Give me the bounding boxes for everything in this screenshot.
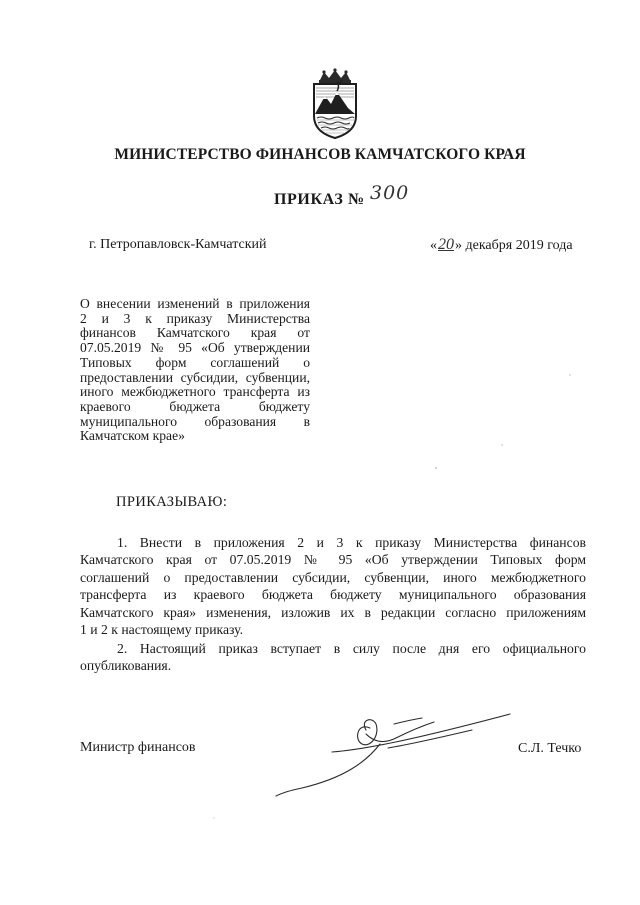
subject-line: 2 и 3 к приказу Министерства <box>80 310 310 326</box>
signatory-title: Министр финансов <box>80 740 196 755</box>
body-line: опубликования. <box>80 658 172 674</box>
order-number: 300 <box>370 182 410 204</box>
city: г. Петропавловск-Камчатский <box>89 237 267 252</box>
body-line: 1. Внести в приложения 2 и 3 к приказу Министерства финансов <box>117 535 586 550</box>
date-close-quote: » <box>455 238 462 253</box>
ministry-name: МИНИСТЕРСТВО ФИНАНСОВ КАМЧАТСКОГО КРАЯ <box>114 146 526 163</box>
subject-line: предоставлении субсидии, субвенции, <box>80 369 310 385</box>
subject-line: Камчатском крае» <box>80 428 185 444</box>
body-line: Камчатского края от 07.05.2019 № 95 «Об утверждении Типовых форм <box>80 552 586 568</box>
order-title: ПРИКАЗ № <box>274 191 365 208</box>
subject-line: 07.05.2019 № 95 «Об утверждении <box>80 340 310 356</box>
body-line: 1 и 2 к настоящему приказу. <box>80 622 244 638</box>
subject-line: муниципального образования в <box>80 413 310 429</box>
body-line: трансферта из краевого бюджета бюджету муниципального образования <box>80 587 586 603</box>
subject-line: иного межбюджетного трансферта из <box>80 384 310 400</box>
body-line: 2. Настоящий приказ вступает в силу после дня его официального <box>117 641 586 656</box>
subject-line: О внесении изменений в приложения <box>80 296 310 311</box>
subject-line: финансов Камчатского края от <box>80 325 310 341</box>
body-line: соглашений о предоставлении субсидии, субвенции, иного межбюджетного <box>80 569 586 585</box>
subject-line: краевого бюджета бюджету <box>80 398 310 414</box>
body-line: Камчатского края» изменения, изложив их в редакции согласно приложениям <box>80 604 586 620</box>
signatory-name: С.Л. Течко <box>518 741 582 756</box>
decree-heading: ПРИКАЗЫВАЮ: <box>116 494 228 510</box>
subject-line: Типовых форм соглашений о <box>80 354 310 370</box>
date-month-year: декабря 2019 года <box>465 238 573 253</box>
date-day: 20 <box>438 236 454 253</box>
date-open-quote: « <box>430 238 437 253</box>
